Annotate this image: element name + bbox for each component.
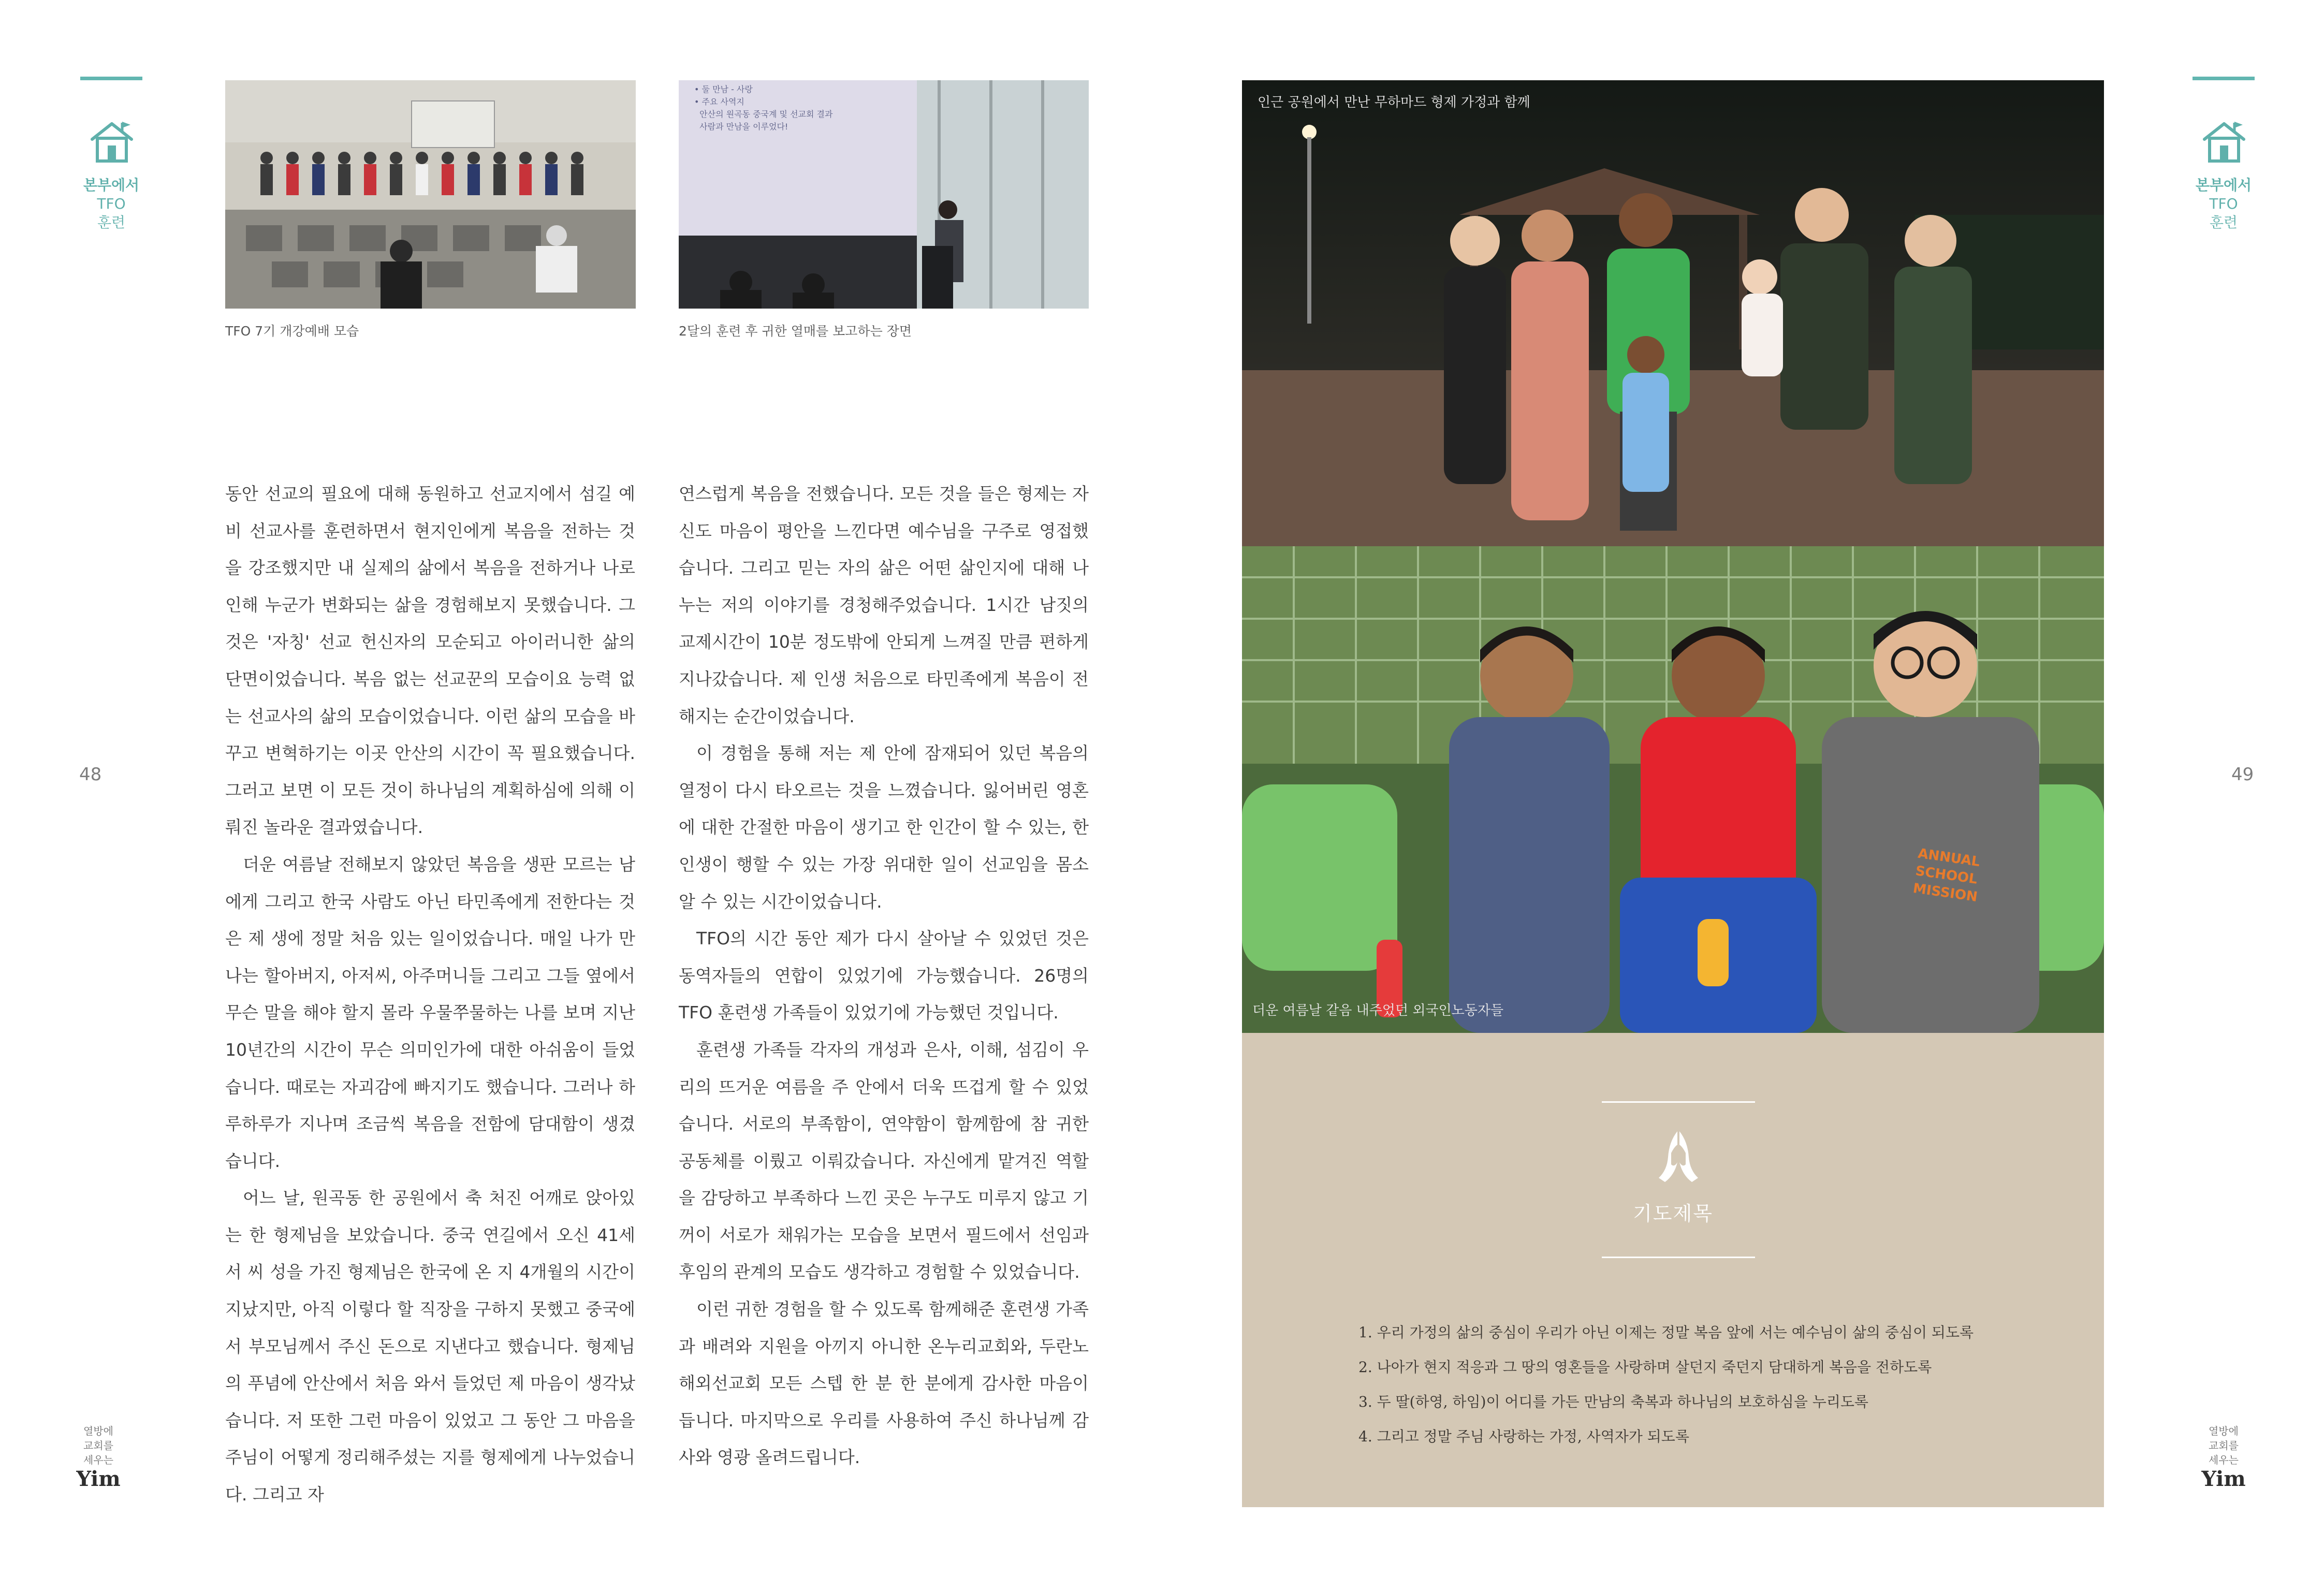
body-right-paragraph: 훈련생 가족들 각자의 개성과 은사, 이해, 섬김이 우리의 뜨거운 여름을 주 안에서 더욱 뜨겁게 할 수 있었습니다. 서로의 부족함이, 연약함이 함께함에 참 귀한 공동체를 이뤘고 이뤄갔습니다. 자신에게 맡겨진 역할을 감당하고 부족하다 느낀 곳은 누구도 미루지 않고 기꺼이 서로가 채워가는 모습을 보면서 필드에서 선임과 후임의 관계의 모습도 생각하고 경험할 수 있었습니다.: [679, 1039, 1089, 1282]
photo-park-family: [1242, 80, 2104, 546]
section-label-line2: TFO: [97, 195, 126, 212]
section-label-line1: 본부에서: [2195, 177, 2252, 194]
photo-opening-worship-caption: TFO 7기 개강예배 모습: [225, 324, 359, 339]
footer-logo: Yim: [76, 1467, 121, 1491]
footer-line1: 열방에: [83, 1425, 113, 1437]
photo-report-scene-caption: 2달의 훈련 후 귀한 열매를 보고하는 장면: [679, 324, 912, 339]
footer-line1: 열방에: [2209, 1425, 2239, 1437]
section-label-line3: 훈련: [97, 214, 126, 231]
body-column-left: [225, 475, 635, 1513]
body-column-right: [679, 475, 1089, 1476]
footer-left: [60, 1424, 137, 1491]
body-left-paragraph: 어느 날, 원곡동 한 공원에서 축 처진 어깨로 앉아있는 한 형제님을 보았습니다. 중국 연길에서 오신 41세 서 씨 성을 가진 형제님은 한국에 온 지 4개월의 시간이 지났지만, 아직 이렇다 할 직장을 구하지 못했고 중국에서 부모님께서 주신 돈으로 지낸다고 했습니다. 형제님의 푸념에 안산에서 처음 와서 들었던 제 마음이 생각났습니다. 저 또한 그런 마음이 있었고 그 동안 그 마음을 주님이 어떻게 정리해주셨는 지를 형제에게 나누었습니다. 그리고 자: [225, 1188, 635, 1505]
page-number-right: 49: [2231, 764, 2254, 785]
foreign-workers-illustration: [1242, 546, 2104, 1033]
body-right-paragraph: TFO의 시간 동안 제가 다시 살아날 수 있었던 것은 동역자들의 연합이 있었기에 가능했습니다. 26명의 TFO 훈련생 가족들이 있었기에 가능했던 것입니다.: [679, 928, 1089, 1023]
prayer-box: [1242, 1033, 2104, 1507]
footer-line3: 세우는: [83, 1454, 113, 1466]
section-label-left: [65, 176, 158, 232]
prayer-title: 기도제목: [1633, 1202, 1713, 1225]
prayer-item: 2. 나아가 현지 적응과 그 땅의 영혼들을 사랑하며 살던지 죽던지 담대하게 복음을 전하도록: [1358, 1359, 1932, 1376]
section-label-right: [2177, 176, 2270, 232]
prayer-rule-top: [1602, 1101, 1755, 1103]
prayer-rule-bottom: [1602, 1257, 1755, 1258]
praying-hands-icon: [1654, 1126, 1703, 1186]
body-left-paragraph: 더운 여름날 전해보지 않았던 복음을 생판 모르는 남에게 그리고 한국 사람도 아닌 타민족에게 전한다는 것은 제 생에 정말 처음 있는 일이었습니다. 매일 나가 만나는 할아버지, 아저씨, 아주머니들 그리고 그들 옆에서 무슨 말을 해야 할지 몰라 우물쭈물하는 나를 보며 지난 10년간의 시간이 무슨 의미인가에 대한 아쉬움이 들었습니다. 때로는 자괴감에 빠지기도 했습니다. 그러나 하루하루가 지나며 조금씩 복음을 전함에 담대함이 생겼습니다.: [225, 854, 635, 1171]
house-icon: [2199, 116, 2249, 166]
section-label-line2: TFO: [2209, 195, 2238, 212]
prayer-item: 3. 두 딸(하영, 하임)이 어디를 가든 만남의 축복과 하나님의 보호하심을 누리도록: [1358, 1393, 1868, 1410]
section-label-line3: 훈련: [2209, 214, 2238, 231]
photo-park-family-caption: 인근 공원에서 만난 무하마드 형제 가정과 함께: [1258, 95, 1530, 110]
park-family-illustration: [1242, 80, 2104, 546]
section-marker-line-left: [80, 77, 142, 80]
tshirt-print-text: ANNUAL SCHOOL MISSION: [1912, 845, 1981, 906]
photo-foreign-workers-caption: 더운 여름날 같음 내주었던 외국인노동자들: [1252, 1003, 1504, 1018]
body-right-paragraph: 이 경험을 통해 저는 제 안에 잠재되어 있던 복음의 열정이 다시 타오르는 것을 느꼈습니다. 잃어버린 영혼에 대한 간절한 마음이 생기고 한 인간이 할 수 있는, 한 인생이 행할 수 있는 가장 위대한 일이 선교임을 몸소 알 수 있는 시간이었습니다.: [679, 743, 1089, 912]
prayer-item: 4. 그리고 정말 주님 사랑하는 가정, 사역자가 되도록: [1358, 1428, 1689, 1445]
footer-line3: 세우는: [2209, 1454, 2239, 1466]
body-right-paragraph: 연스럽게 복음을 전했습니다. 모든 것을 들은 형제는 자신도 마음이 평안을 느낀다면 예수님을 구주로 영접했습니다. 그리고 믿는 자의 삶은 어떤 삶인지에 대해 나누는 저의 이야기를 경청해주었습니다. 1시간 남짓의 교제시간이 10분 정도밖에 안되게 느껴질 만큼 편하게 지나갔습니다. 제 인생 처음으로 타민족에게 복음이 전해지는 순간이었습니다.: [679, 484, 1089, 726]
page-number-left: 48: [79, 764, 102, 785]
body-right-paragraph: 이런 귀한 경험을 할 수 있도록 함께해준 훈련생 가족과 배려와 지원을 아끼지 아니한 온누리교회와, 두란노해외선교회 모든 스텝 한 분 한 분에게 감사한 마음이 듭니다. 마지막으로 우리를 사용하여 주신 하나님께 감사와 영광 올려드립니다.: [679, 1299, 1089, 1468]
report-slide-text: • 둘 만남 - 사랑 • 주요 사역지 안산의 원곡동 중국계 및 선교회 결과 사람과 만남을 이루었다!: [694, 84, 833, 132]
photo-opening-worship: [225, 80, 636, 309]
prayer-item: 1. 우리 가정의 삶의 중심이 우리가 아닌 이제는 정말 복음 앞에 서는 예수님이 삶의 중심이 되도록: [1358, 1324, 1974, 1341]
body-left-paragraph: 동안 선교의 필요에 대해 동원하고 선교지에서 섬길 예비 선교사를 훈련하면서 현지인에게 복음을 전하는 것을 강조했지만 내 실제의 삶에서 복음을 전하거나 나로 인해 누군가 변화되는 삶을 경험해보지 못했습니다. 그것은 '자칭' 선교 헌신자의 모순되고 아이러니한 삶의 단면이었습니다. 복음 없는 선교꾼의 모습이요 능력 없는 선교사의 삶의 모습이었습니다. 이런 삶의 모습을 바꾸고 변혁하기는 이곳 안산의 시간이 꼭 필요했습니다. 그러고 보면 이 모든 것이 하나님의 계획하심에 의해 이뤄진 놀라운 결과였습니다.: [225, 484, 635, 838]
section-label-line1: 본부에서: [83, 177, 140, 194]
footer-line2: 교회를: [83, 1439, 113, 1452]
section-marker-line-right: [2193, 77, 2255, 80]
footer-line2: 교회를: [2209, 1439, 2239, 1452]
prayer-list: [1358, 1315, 2083, 1454]
footer-logo: Yim: [2201, 1467, 2246, 1491]
photo-report-scene: [679, 80, 1089, 309]
photo-foreign-workers: [1242, 546, 2104, 1033]
opening-worship-illustration: [225, 80, 636, 309]
house-icon: [87, 116, 137, 166]
footer-right: [2185, 1424, 2262, 1491]
